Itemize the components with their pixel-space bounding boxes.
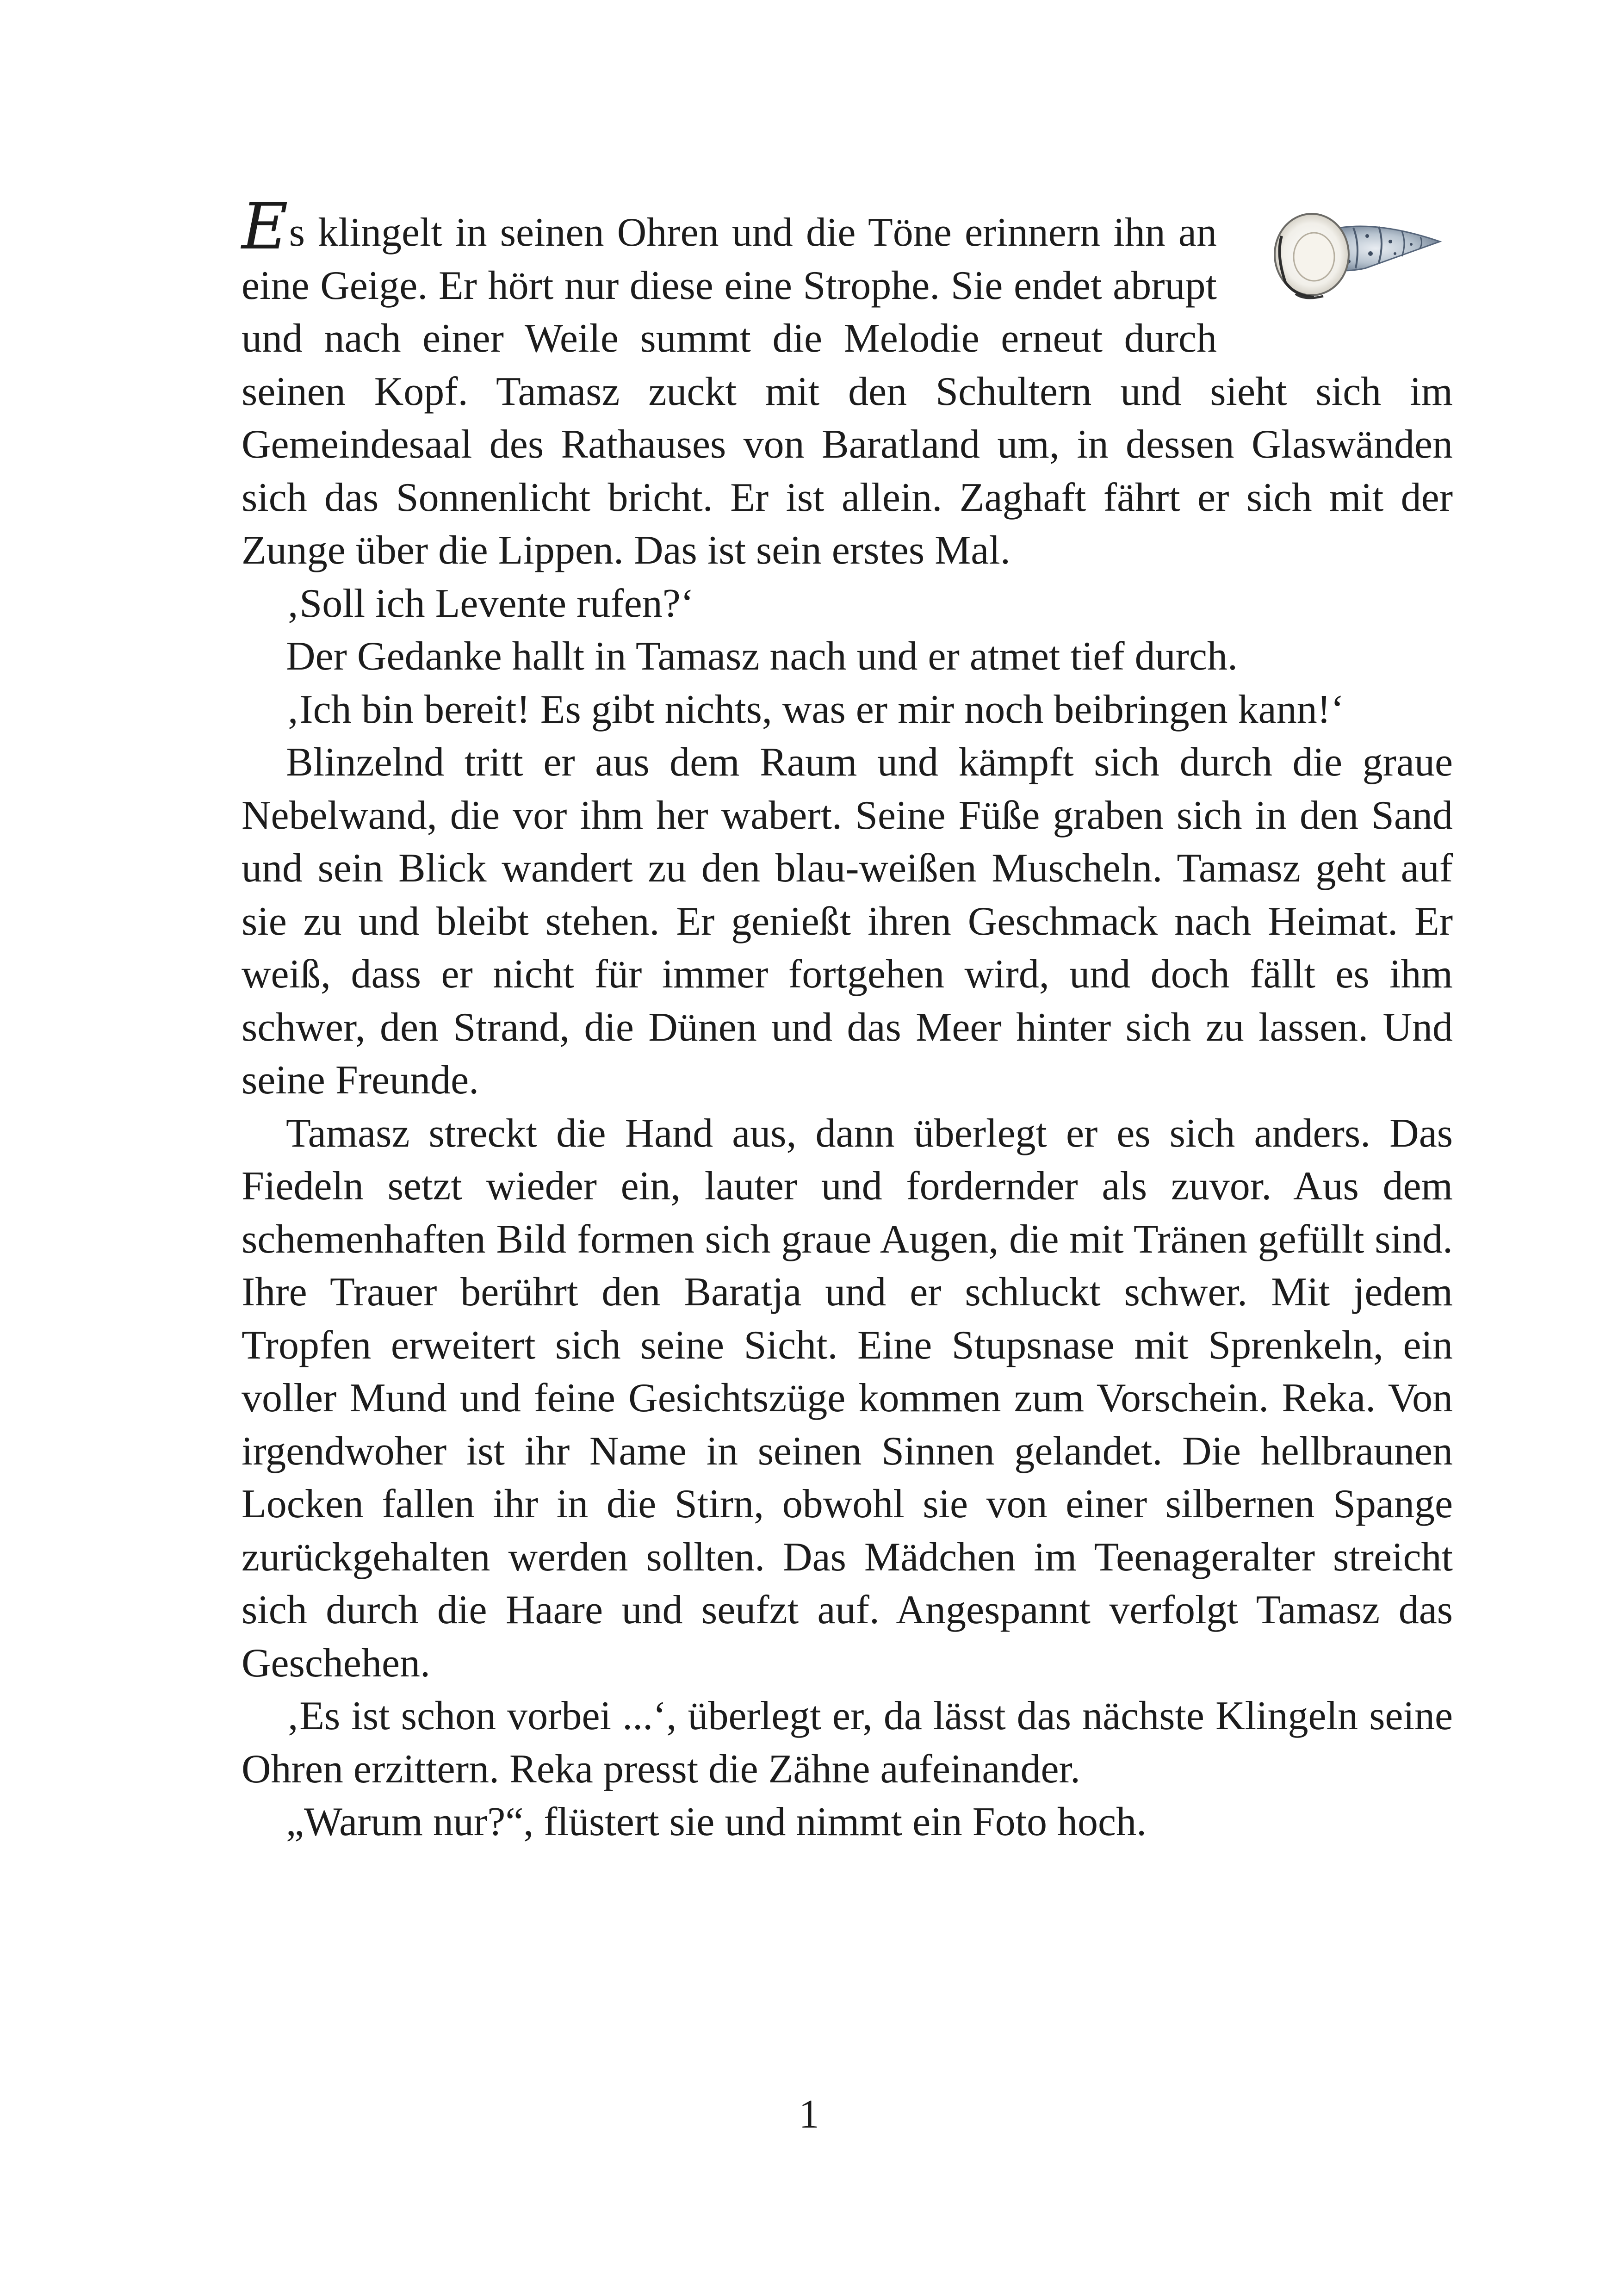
paragraph-7: ‚Es ist schon vorbei ...‘, überlegt er, da lässt das nächste Klingeln seine Ohren erzittern. Reka presst die Zähne aufeinander. — [242, 1694, 1453, 1792]
paragraph-5: Blinzelnd tritt er aus dem Raum und kämpft sich durch die graue Nebelwand, die vor ihm her wabert. Seine Füße graben sich in den Sand und sein Blick wandert zu den blau-weißen Muscheln. Tamasz geht auf sie zu und bleibt stehen. Er genießt ihren Geschmack nach Heimat. Er weiß, dass er nicht für immer fortgehen wird, und doch fällt es ihm schwer, den Strand, die Dünen und das Meer hinter sich zu lassen. Und seine Freunde. — [242, 740, 1453, 1103]
paragraph-3: Der Gedanke hallt in Tamasz nach und er atmet tief durch. — [286, 634, 1238, 679]
drop-cap: E — [242, 189, 288, 264]
paragraph-text: s klingelt in seinen Ohren und die Töne erinnern ihn an eine Geige. Er hört nur diese eine Strophe. Sie endet abrupt und nach einer Weile summt die Melodie erneut durch seinen Kopf. Tamasz zuckt mit den Schultern und sieht sich im Gemeindesaal des Rathauses von Baratland um, in dessen Glaswänden sich das Sonnenlicht bricht. Er ist allein. Zaghaft fährt er sich mit der Zunge über die Lippen. Das ist sein erstes Mal. — [242, 210, 1453, 573]
body-text — [242, 189, 1453, 1849]
seashell-icon — [1268, 199, 1444, 305]
page-number: 1 — [799, 2092, 819, 2137]
paragraph-1 — [242, 189, 1453, 577]
paragraph-6: Tamasz streckt die Hand aus, dann überlegt er es sich anders. Das Fiedeln setzt wieder ein, lauter und fordernder als zuvor. Aus dem schemenhaften Bild formen sich graue Augen, die mit Tränen gefüllt sind. Ihre Trauer berührt den Baratja und er schluckt schwer. Mit jedem Tropfen erweitert sich seine Sicht. Eine Stupsnase mit Sprenkeln, ein voller Mund und feine Gesichtszüge kommen zum Vorschein. Reka. Von irgendwoher ist ihr Name in seinen Sinnen gelandet. Die hellbraunen Locken fallen ihr in die Stirn, obwohl sie von einer silbernen Spange zurückgehalten werden sollten. Das Mädchen im Teenageralter streicht sich durch die Haare und seufzt auf. Angespannt verfolgt Tamasz das Geschehen. — [242, 1111, 1453, 1686]
paragraph-8: „Warum nur?“, flüstert sie und nimmt ein Foto hoch. — [286, 1800, 1147, 1844]
paragraph-4: ‚Ich bin bereit! Es gibt nichts, was er mir noch beibringen kann!‘ — [286, 687, 1345, 732]
paragraph-2: ‚Soll ich Levente rufen?‘ — [286, 581, 694, 626]
seashell-illustration — [1235, 199, 1453, 356]
